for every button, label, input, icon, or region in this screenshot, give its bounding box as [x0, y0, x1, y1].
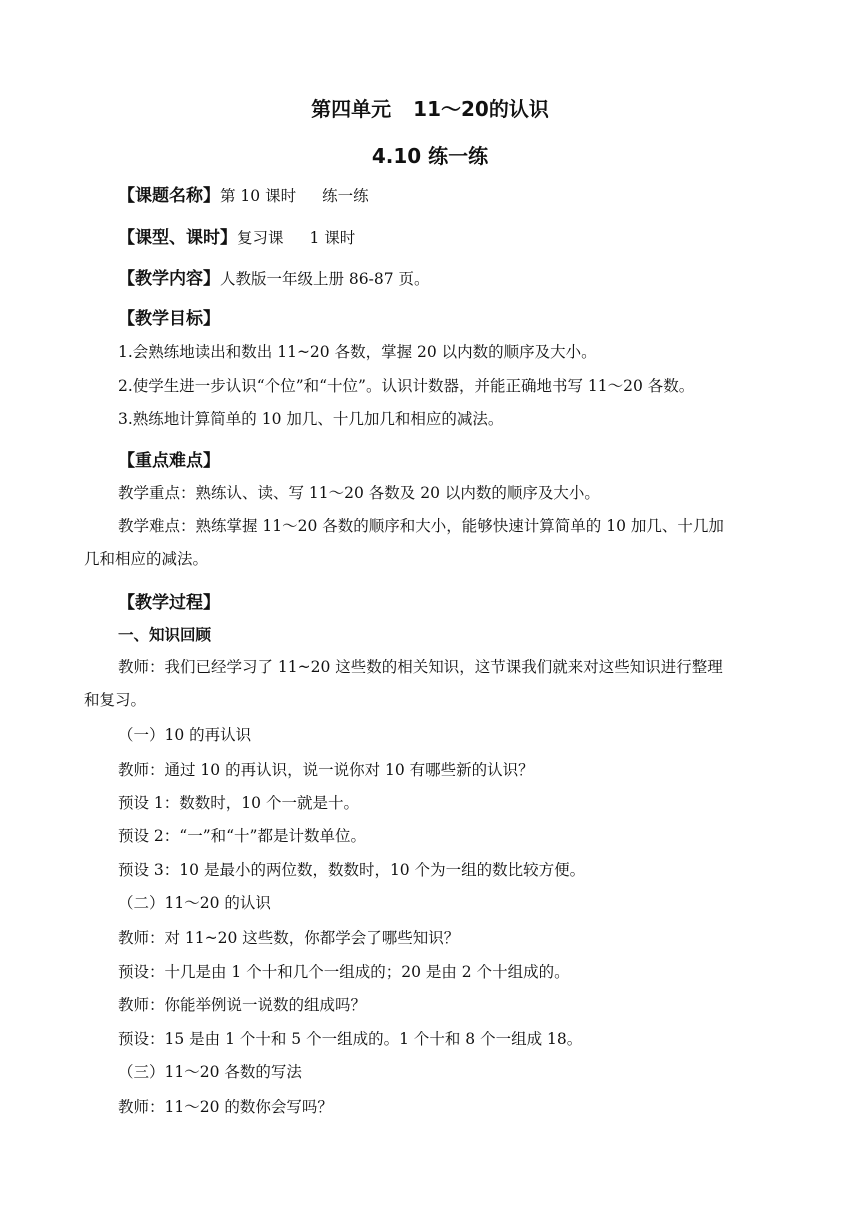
lesson-title: 4.10 练一练: [371, 144, 489, 168]
intro-text-line2: 和复习。: [84, 691, 147, 709]
goal-item-2: 2.使学生进一步认识“个位”和“十位”。认识计数器，并能正确地书写 11～20 各数。: [118, 377, 695, 395]
section-knowledge-review: 一、知识回顾: [118, 626, 212, 644]
process-heading: 【教学过程】: [118, 593, 220, 613]
keypoints-heading: 【重点难点】: [118, 451, 220, 471]
meta-lesson-type: [118, 227, 355, 249]
meta-lesson-name: [118, 185, 369, 207]
part1-answer-3: 预设 3：10 是最小的两位数，数数时，10 个为一组的数比较方便。: [118, 861, 586, 879]
goal-item-3: 3.熟练地计算简单的 10 加几、十几加几和相应的减法。: [118, 410, 504, 428]
meta-content-label: 【教学内容】: [118, 269, 220, 289]
focus-text: 教学重点：熟练认、读、写 11～20 各数及 20 以内数的顺序及大小。: [118, 484, 600, 502]
goal-item-1: 1.会熟练地读出和数出 11~20 各数，掌握 20 以内数的顺序及大小。: [118, 343, 597, 361]
part3-question: 教师：11～20 的数你会写吗？: [118, 1098, 333, 1116]
difficulty-text-line2: 几和相应的减法。: [84, 550, 209, 568]
unit-topic: 11～20的认识: [413, 97, 549, 121]
part1-answer-1: 预设 1：数数时，10 个一就是十。: [118, 794, 359, 812]
meta-lesson-name-extra: 练一练: [322, 187, 369, 205]
part2-answer-2: 预设：15 是由 1 个十和 5 个一组成的。1 个十和 8 个一组成 18。: [118, 1030, 583, 1048]
meta-content-value: 人教版一年级上册 86-87 页。: [220, 270, 430, 288]
meta-lesson-type-extra: 1 课时: [309, 229, 356, 247]
difficulty-text-line1: 教学难点：熟练掌握 11～20 各数的顺序和大小，能够快速计算简单的 10 加几、十几加: [118, 517, 724, 535]
part3-title: （三）11～20 各数的写法: [118, 1063, 302, 1081]
part2-title: （二）11～20 的认识: [118, 894, 271, 912]
part1-question: 教师：通过 10 的再认识，说一说你对 10 有哪些新的认识？: [118, 761, 534, 779]
part1-answer-2: 预设 2：“一”和“十”都是计数单位。: [118, 827, 366, 845]
goals-heading: 【教学目标】: [118, 309, 220, 329]
meta-lesson-name-value: 第 10 课时: [220, 187, 297, 205]
part1-title: （一）10 的再认识: [118, 726, 252, 744]
unit-title: [0, 93, 860, 122]
meta-content: [118, 268, 430, 290]
part2-answer-1: 预设：十几是由 1 个十和几个一组成的；20 是由 2 个十组成的。: [118, 963, 570, 981]
meta-lesson-type-value: 复习课: [237, 229, 284, 247]
meta-lesson-name-label: 【课题名称】: [118, 186, 220, 206]
intro-text-line1: 教师：我们已经学习了 11~20 这些数的相关知识，这节课我们就来对这些知识进行整理: [118, 658, 723, 676]
part2-question-2: 教师：你能举例说一说数的组成吗？: [118, 996, 367, 1014]
unit-label: 第四单元: [311, 97, 392, 121]
part2-question-1: 教师：对 11~20 这些数，你都学会了哪些知识？: [118, 929, 460, 947]
meta-lesson-type-label: 【课型、课时】: [118, 228, 237, 248]
